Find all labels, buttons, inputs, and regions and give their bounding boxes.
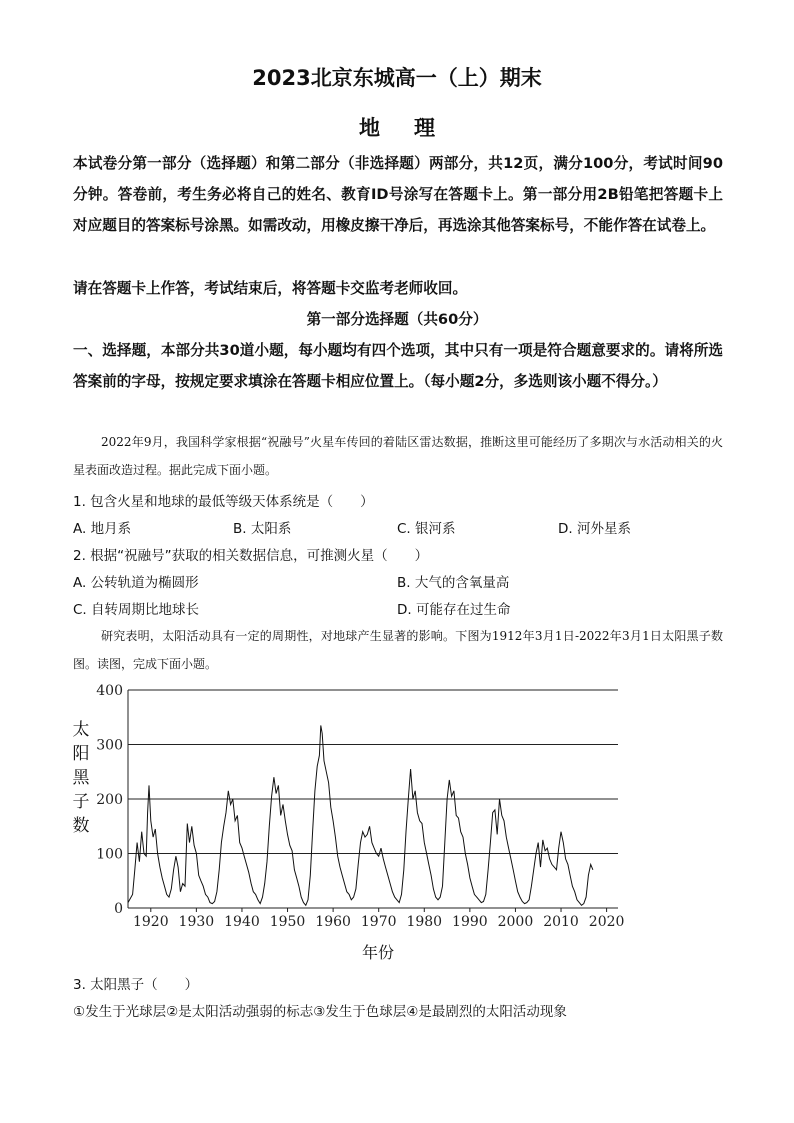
q1-option-a: A. 地月系 <box>73 521 132 537</box>
x-tick-label: 1990 <box>452 914 488 930</box>
question-2: 2. 根据“祝融号”获取的相关数据信息，可推测火星（ ） <box>73 548 429 564</box>
question-3: 3. 太阳黑子（ ） <box>73 977 199 993</box>
passage-sunspot: 研究表明，太阳活动具有一定的周期性，对地球产生显著的影响。下图为1912年3月1日-2022年3月1日太阳黑子数图。读图，完成下面小题。 <box>73 629 723 671</box>
x-tick-label: 2020 <box>588 914 625 930</box>
y-tick-label: 300 <box>96 737 123 754</box>
q2-option-c: C. 自转周期比地球长 <box>73 602 200 618</box>
question-1: 1. 包含火星和地球的最低等级天体系统是（ ） <box>73 494 374 510</box>
x-tick-label: 1960 <box>315 914 351 930</box>
q1-option-d: D. 河外星系 <box>558 521 631 537</box>
x-tick-label: 1920 <box>132 914 169 930</box>
q1-option-b: B. 太阳系 <box>233 521 292 537</box>
q2-option-d: D. 可能存在过生命 <box>397 602 511 618</box>
passage-mars: 2022年9月，我国科学家根据“祝融号”火星车传回的着陆区雷达数据，推断这里可能经历了多期次与水活动相关的火星表面改造过程。据此完成下面小题。 <box>73 435 723 477</box>
q2-option-b: B. 大气的含氧量高 <box>397 575 510 591</box>
q1-option-c: C. 银河系 <box>397 521 456 537</box>
y-tick-label: 100 <box>96 846 123 863</box>
subject-title: 地理 <box>359 116 469 140</box>
section-description: 一、选择题，本部分共30道小题，每小题均有四个选项，其中只有一项是符合题意要求的。请将所选答案前的字母，按规定要求填涂在答题卡相应位置上。（每小题2分，多选则该小题不得分。） <box>73 342 723 390</box>
instructions-submit: 请在答题卡上作答，考试结束后，将答题卡交监考老师收回。 <box>73 280 468 297</box>
x-tick-label: 2000 <box>497 914 534 930</box>
instructions-paragraph: 本试卷分第一部分（选择题）和第二部分（非选择题）两部分，共12页，满分100分，考试时间90分钟。答卷前，考生务必将自己的姓名、教育ID号涂写在答题卡上。第一部分用2B铅笔把答题卡上对应题目的答案标号涂黑。如需改动，用橡皮擦干净后，再选涂其他答案标号，不能作答在试卷上。 <box>73 155 723 234</box>
exam-title: 2023北京东城高一（上）期末 <box>252 66 542 90</box>
y-tick-label: 400 <box>96 683 123 699</box>
x-tick-label: 2010 <box>543 914 579 930</box>
y-tick-label: 200 <box>96 792 123 808</box>
sunspot-chart <box>90 680 630 930</box>
x-tick-label: 1980 <box>406 914 443 930</box>
x-tick-label: 1930 <box>178 914 215 930</box>
y-tick-label: 0 <box>114 901 123 917</box>
q3-statements: ①发生于光球层②是太阳活动强弱的标志③发生于色球层④是最剧烈的太阳活动现象 <box>73 1004 567 1020</box>
q2-option-a: A. 公转轨道为椭圆形 <box>73 575 199 591</box>
sunspot-series-line <box>128 725 593 905</box>
chart-x-axis-label: 年份 <box>362 943 395 962</box>
x-tick-label: 1970 <box>360 914 397 930</box>
x-tick-label: 1940 <box>224 914 260 930</box>
chart-y-axis-label: 太阳黑子数 <box>72 720 90 836</box>
section-title: 第一部分选择题（共60分） <box>306 311 488 328</box>
x-tick-label: 1950 <box>269 914 306 930</box>
